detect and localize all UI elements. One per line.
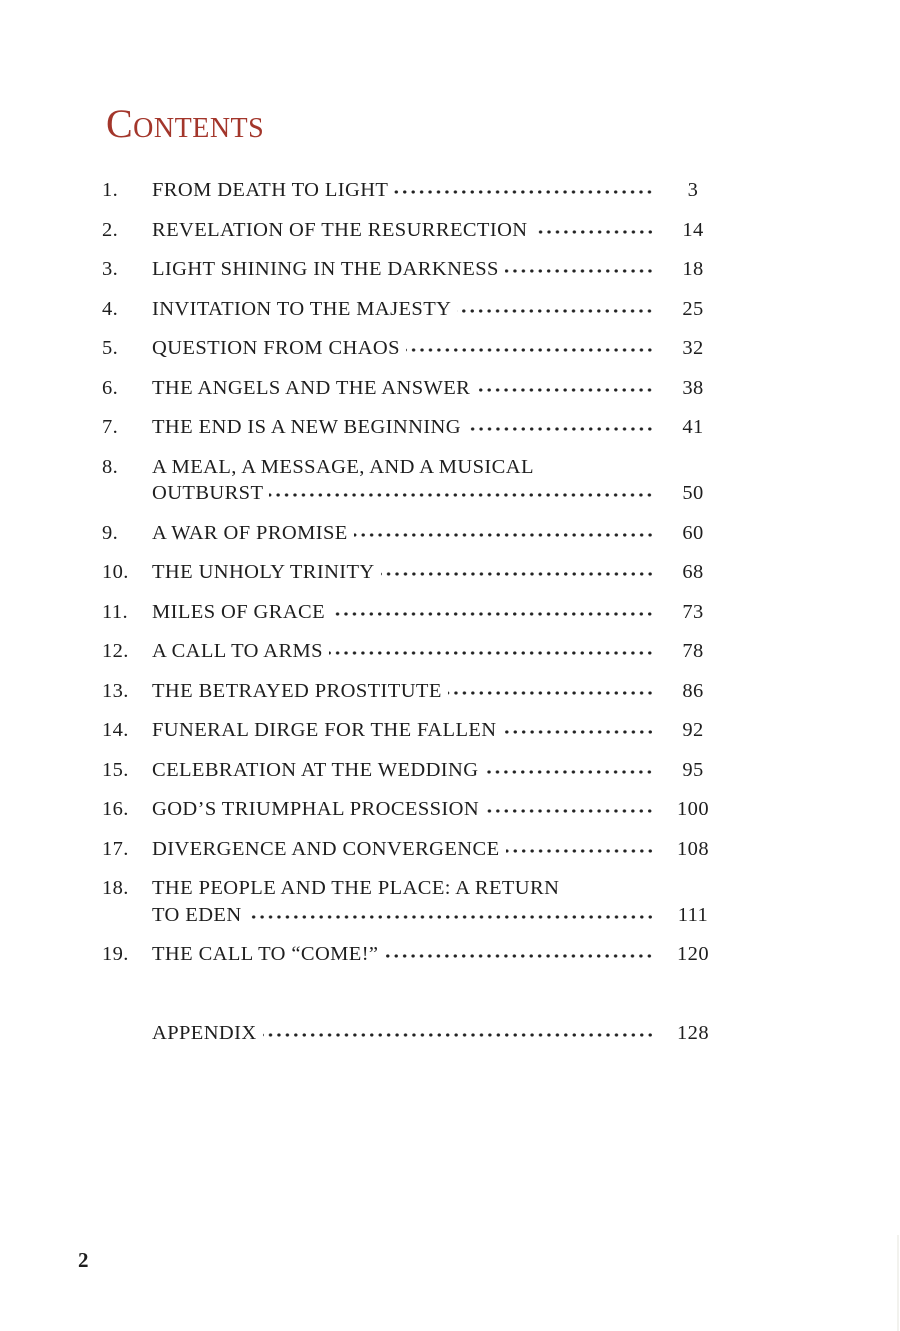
chapter-title: QUESTION FROM CHAOS <box>152 337 400 359</box>
dot-leader <box>406 347 654 353</box>
page-ref: 50 <box>682 482 704 504</box>
title-line <box>152 480 724 507</box>
dot-leader <box>394 189 654 195</box>
chapter-title: THE UNHOLY TRINITY <box>152 561 375 583</box>
chapter-number: 14. <box>102 719 129 741</box>
toc-entry[interactable] <box>102 638 724 678</box>
page-ref: 86 <box>682 679 704 702</box>
page-edge <box>897 1235 899 1331</box>
chapter-title: THE CALL TO “COME!” <box>152 943 379 965</box>
chapter-number: 13. <box>102 679 129 702</box>
title-line <box>152 296 724 323</box>
page-ref: 25 <box>682 297 704 320</box>
dot-leader <box>484 769 654 775</box>
page-ref: 92 <box>682 719 704 741</box>
dot-leader <box>269 492 654 498</box>
toc-entry[interactable] <box>102 375 724 415</box>
dot-leader <box>354 532 654 538</box>
title-line <box>152 375 724 402</box>
chapter-number: 11. <box>102 600 129 623</box>
title-line <box>152 559 724 586</box>
toc-entry[interactable] <box>102 177 724 217</box>
title-line <box>152 454 724 481</box>
dot-leader <box>534 229 655 235</box>
page-ref: 120 <box>677 943 709 965</box>
dot-leader <box>384 953 654 959</box>
toc-entry[interactable] <box>102 836 724 876</box>
title-line <box>152 678 724 705</box>
page-ref: 95 <box>682 758 704 781</box>
title-line <box>152 256 724 283</box>
toc-entry[interactable] <box>102 717 724 757</box>
page-ref: 111 <box>677 903 709 926</box>
dot-leader <box>248 914 654 920</box>
chapter-title: INVITATION TO THE MAJESTY <box>152 297 452 320</box>
dot-leader <box>457 308 654 314</box>
chapter-number: 4. <box>102 297 119 320</box>
title-line <box>152 335 724 362</box>
toc-entry[interactable] <box>102 335 724 375</box>
title-line <box>152 757 724 784</box>
chapter-number: 12. <box>102 640 129 662</box>
chapter-title: THE PEOPLE AND THE PLACE: A RETURN <box>152 877 560 899</box>
dot-leader <box>331 611 654 617</box>
title-line <box>152 941 724 968</box>
page-ref: 100 <box>677 798 709 820</box>
chapter-title: CELEBRATION AT THE WEDDING <box>152 758 479 781</box>
chapter-title: MILES OF GRACE <box>152 600 326 623</box>
chapter-title: TO EDEN <box>152 903 242 926</box>
chapter-number: 18. <box>102 877 129 899</box>
page-ref: 38 <box>682 376 704 399</box>
title-line <box>152 599 724 626</box>
chapter-number: 7. <box>102 416 119 438</box>
toc-entry[interactable] <box>102 296 724 336</box>
dot-leader <box>263 1032 654 1038</box>
chapter-number: 8. <box>102 455 119 478</box>
toc-entry[interactable] <box>102 520 724 560</box>
chapter-title: A MEAL, A MESSAGE, AND A MUSICAL <box>152 455 534 478</box>
toc-entry[interactable] <box>102 599 724 639</box>
chapter-title: A WAR OF PROMISE <box>152 521 348 544</box>
page-ref: 14 <box>682 218 704 241</box>
toc-entry[interactable] <box>102 414 724 454</box>
chapter-title: OUTBURST <box>152 482 264 504</box>
toc-entry[interactable] <box>102 678 724 718</box>
toc-entry[interactable] <box>102 454 724 520</box>
chapter-title: REVELATION OF THE RESURRECTION <box>152 218 528 241</box>
dot-leader <box>506 848 655 854</box>
chapter-title: THE BETRAYED PROSTITUTE <box>152 679 442 702</box>
chapter-title: THE ANGELS AND THE ANSWER <box>152 376 471 399</box>
toc-entry[interactable] <box>102 559 724 599</box>
toc-entry[interactable] <box>102 875 724 941</box>
chapter-number: 16. <box>102 798 129 820</box>
toc-entry[interactable] <box>102 1020 724 1060</box>
chapter-number: 10. <box>102 561 129 583</box>
page-ref: 108 <box>677 837 709 860</box>
table-of-contents <box>102 177 724 1060</box>
title-line <box>152 796 724 823</box>
toc-entry[interactable] <box>102 941 724 981</box>
chapter-number: 19. <box>102 943 129 965</box>
dot-leader <box>467 426 654 432</box>
chapter-number: 15. <box>102 758 129 781</box>
page-ref: 32 <box>682 337 704 359</box>
dot-leader <box>505 268 654 274</box>
dot-leader <box>476 387 654 393</box>
dot-leader <box>503 729 654 735</box>
chapter-number: 5. <box>102 337 119 359</box>
toc-entry[interactable] <box>102 256 724 296</box>
page-ref: 60 <box>682 521 704 544</box>
chapter-title: LIGHT SHINING IN THE DARKNESS <box>152 258 499 280</box>
chapter-number: 6. <box>102 376 119 399</box>
chapter-title: THE END IS A NEW BEGINNING <box>152 416 461 438</box>
title-line <box>152 1020 724 1047</box>
toc-entry[interactable] <box>102 757 724 797</box>
chapter-title: DIVERGENCE AND CONVERGENCE <box>152 837 500 860</box>
page-ref: 41 <box>682 416 704 438</box>
dot-leader <box>381 571 654 577</box>
chapter-title: APPENDIX <box>152 1022 257 1044</box>
title-line <box>152 177 724 204</box>
dot-leader <box>485 808 654 814</box>
title-line <box>152 836 724 863</box>
title-line <box>152 520 724 547</box>
title-line <box>152 875 724 902</box>
title-line <box>152 902 724 929</box>
toc-entry[interactable] <box>102 796 724 836</box>
title-line <box>152 638 724 665</box>
chapter-title: GOD’S TRIUMPHAL PROCESSION <box>152 798 480 820</box>
chapter-title: FROM DEATH TO LIGHT <box>152 179 389 201</box>
page-number: 2 <box>78 1248 89 1272</box>
page-ref: 68 <box>682 561 704 583</box>
chapter-number: 2. <box>102 218 119 241</box>
dot-leader <box>329 650 654 656</box>
page-ref: 18 <box>682 258 704 280</box>
chapter-number: 17. <box>102 837 129 860</box>
chapter-number: 1. <box>102 179 119 201</box>
chapter-title: FUNERAL DIRGE FOR THE FALLEN <box>152 719 497 741</box>
page-title: Contents <box>106 101 265 146</box>
chapter-title: A CALL TO ARMS <box>152 640 323 662</box>
page-ref: 78 <box>682 640 704 662</box>
chapter-number: 9. <box>102 521 119 544</box>
title-line <box>152 414 724 441</box>
title-line <box>152 217 724 244</box>
chapter-number: 3. <box>102 258 119 280</box>
dot-leader <box>448 690 654 696</box>
page-ref: 73 <box>682 600 704 623</box>
page-ref: 3 <box>687 179 699 201</box>
title-line <box>152 717 724 744</box>
page-ref: 128 <box>677 1022 709 1044</box>
toc-entry[interactable] <box>102 217 724 257</box>
